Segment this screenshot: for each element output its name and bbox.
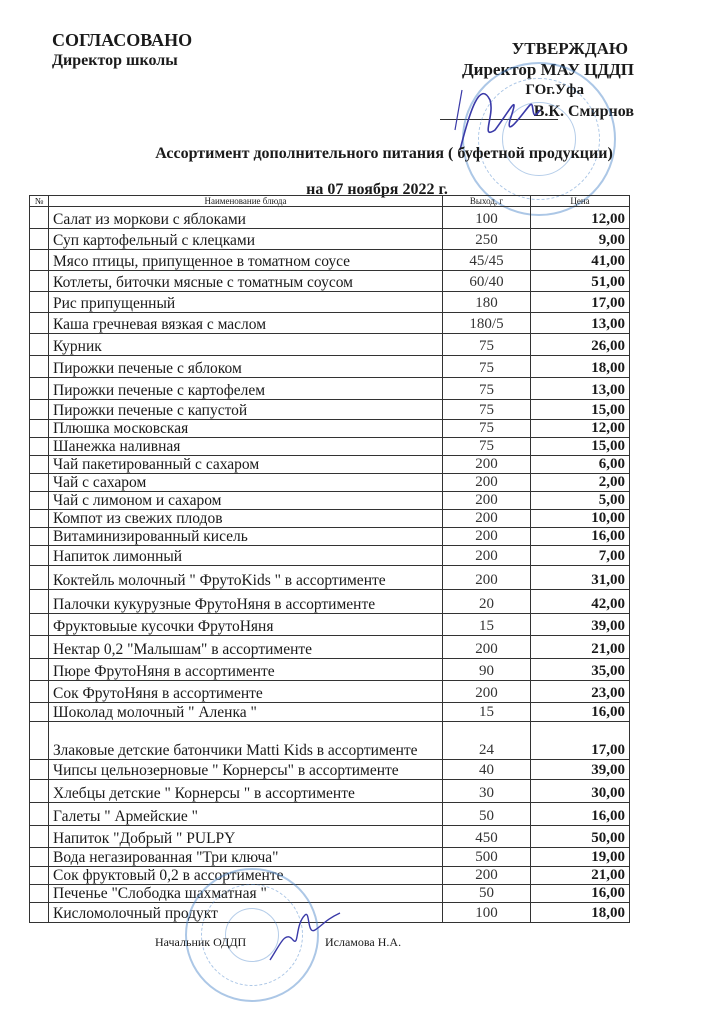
row-num [30,885,49,903]
row-name: Чай с лимоном и сахаром [49,492,443,510]
table-row [30,636,630,659]
table-row [30,271,630,292]
table-row [30,492,630,510]
table-row [30,313,630,334]
row-yield: 75 [443,400,531,420]
row-name: Суп картофельный с клецками [49,229,443,250]
row-yield: 200 [443,681,531,703]
row-name: Курник [49,334,443,356]
row-price: 2,00 [531,474,630,492]
menu-table [29,195,630,923]
row-name: Фруктовыые кусочки ФрутоНяня [49,614,443,636]
row-price: 31,00 [531,566,630,590]
table-row [30,334,630,356]
row-num [30,903,49,923]
row-price: 21,00 [531,867,630,885]
column-header-yield: Выход, г [443,196,531,207]
row-name: Пирожки печеные с капустой [49,400,443,420]
row-num [30,229,49,250]
approval-right-signatory: В.К. Смирнов [533,103,634,120]
approval-left-label: СОГЛАСОВАНО [52,30,193,50]
row-num [30,566,49,590]
row-name: Хлебцы детские " Корнерсы " в ассортименте [49,780,443,803]
row-num [30,510,49,528]
row-name: Сок фруктовый 0,2 в ассортименте [49,867,443,885]
row-price: 17,00 [531,292,630,313]
row-price: 30,00 [531,780,630,803]
table-row [30,207,630,229]
row-num [30,378,49,400]
table-row [30,510,630,528]
row-yield: 75 [443,378,531,400]
row-name: Шанежка наливная [49,438,443,456]
row-name: Мясо птицы, припущенное в томатном соусе [49,250,443,271]
row-name: Салат из моркови с яблоками [49,207,443,229]
document-title: Ассортимент дополнительного питания ( буфетной продукции) [155,145,613,162]
row-yield: 75 [443,438,531,456]
row-name: Чипсы цельнозерновые " Корнерсы" в ассортименте [49,760,443,780]
approval-left-position: Директор школы [52,52,178,69]
row-price: 5,00 [531,492,630,510]
column-header-num: № [30,196,49,207]
row-price: 21,00 [531,636,630,659]
column-header-price: Цена [531,196,630,207]
table-row [30,566,630,590]
row-price: 51,00 [531,271,630,292]
row-num [30,474,49,492]
row-num [30,492,49,510]
row-name: Сок ФрутоНяня в ассортименте [49,681,443,703]
row-num [30,760,49,780]
row-price: 12,00 [531,420,630,438]
row-price: 7,00 [531,546,630,566]
row-num [30,438,49,456]
row-name: Печенье "Слободка шахматная " [49,885,443,903]
table-header-row [30,196,630,207]
table-row [30,456,630,474]
row-name: Котлеты, биточки мясные с томатным соусом [49,271,443,292]
row-num [30,546,49,566]
row-yield: 15 [443,703,531,722]
table-row [30,614,630,636]
row-num [30,313,49,334]
row-name: Напиток лимонный [49,546,443,566]
row-price: 41,00 [531,250,630,271]
row-name: Кисломолочный продукт [49,903,443,923]
row-name: Напиток "Добрый " PULPY [49,826,443,848]
table-row [30,250,630,271]
row-price: 23,00 [531,681,630,703]
row-yield: 200 [443,456,531,474]
row-yield: 50 [443,885,531,903]
table-row [30,803,630,826]
row-yield: 75 [443,420,531,438]
row-price: 16,00 [531,803,630,826]
row-yield: 60/40 [443,271,531,292]
row-price: 42,00 [531,590,630,614]
row-price: 39,00 [531,614,630,636]
row-price: 10,00 [531,510,630,528]
row-num [30,250,49,271]
row-num [30,636,49,659]
row-yield: 450 [443,826,531,848]
row-yield: 100 [443,207,531,229]
row-num [30,681,49,703]
row-yield: 200 [443,474,531,492]
table-row [30,474,630,492]
table-row [30,420,630,438]
row-price: 16,00 [531,885,630,903]
row-num [30,826,49,848]
table-row [30,438,630,456]
table-row [30,703,630,722]
row-yield: 500 [443,848,531,867]
row-yield: 200 [443,528,531,546]
row-name: Компот из свежих плодов [49,510,443,528]
row-num [30,400,49,420]
row-price: 12,00 [531,207,630,229]
row-num [30,207,49,229]
row-num [30,271,49,292]
row-yield: 45/45 [443,250,531,271]
row-num [30,356,49,378]
row-price: 13,00 [531,378,630,400]
row-num [30,659,49,681]
table-row [30,760,630,780]
row-price: 16,00 [531,703,630,722]
row-price: 15,00 [531,438,630,456]
row-price: 16,00 [531,528,630,546]
approval-right-label: УТВЕРЖДАЮ [511,39,628,58]
row-name: Чай с сахаром [49,474,443,492]
row-yield: 30 [443,780,531,803]
table-row [30,659,630,681]
row-num [30,334,49,356]
table-row [30,681,630,703]
row-yield: 200 [443,636,531,659]
column-header-name: Наименование блюда [49,196,443,207]
table-row [30,400,630,420]
row-yield: 180/5 [443,313,531,334]
row-num [30,292,49,313]
row-yield: 50 [443,803,531,826]
row-yield: 100 [443,903,531,923]
row-num [30,867,49,885]
row-yield: 200 [443,867,531,885]
row-name: Пюре ФрутоНяня в ассортименте [49,659,443,681]
row-yield: 15 [443,614,531,636]
row-num [30,420,49,438]
row-name: Каша гречневая вязкая с маслом [49,313,443,334]
row-num [30,848,49,867]
row-num [30,614,49,636]
document-date: на 07 ноября 2022 г. [306,181,448,198]
table-row [30,528,630,546]
row-name: Галеты " Армейские " [49,803,443,826]
row-num [30,703,49,722]
row-name: Коктейль молочный " ФрутоKids " в ассортименте [49,566,443,590]
row-num [30,528,49,546]
table-row [30,867,630,885]
row-name: Пирожки печеные с яблоком [49,356,443,378]
row-num [30,590,49,614]
footer-role: Начальник ОДДП [155,935,247,949]
row-yield: 90 [443,659,531,681]
table-row [30,356,630,378]
row-yield: 200 [443,492,531,510]
row-yield: 75 [443,356,531,378]
table-row [30,722,630,760]
row-yield: 24 [443,722,531,760]
row-name: Плюшка московская [49,420,443,438]
row-name: Рис припущенный [49,292,443,313]
row-name: Шоколад молочный " Аленка " [49,703,443,722]
row-name: Витаминизированный кисель [49,528,443,546]
row-num [30,722,49,760]
row-yield: 75 [443,334,531,356]
row-price: 19,00 [531,848,630,867]
row-name: Пирожки печеные с картофелем [49,378,443,400]
row-name: Вода негазированная "Три ключа" [49,848,443,867]
row-num [30,780,49,803]
row-price: 35,00 [531,659,630,681]
row-yield: 180 [443,292,531,313]
row-yield: 40 [443,760,531,780]
footer-name: Исламова Н.А. [325,935,402,949]
table-row [30,292,630,313]
table-row [30,378,630,400]
row-num [30,803,49,826]
table-row [30,780,630,803]
row-name: Чай пакетированный с сахаром [49,456,443,474]
row-yield: 20 [443,590,531,614]
row-num [30,456,49,474]
row-name: Злаковые детские батончики Matti Kids в ассортименте [49,722,443,760]
row-price: 39,00 [531,760,630,780]
row-price: 13,00 [531,313,630,334]
row-yield: 250 [443,229,531,250]
table-row [30,848,630,867]
approval-right-position: Директор МАУ ЦДДП [461,60,634,79]
row-price: 18,00 [531,903,630,923]
row-yield: 200 [443,566,531,590]
row-price: 9,00 [531,229,630,250]
table-row [30,546,630,566]
row-name: Палочки кукурузные ФрутоНяня в ассортименте [49,590,443,614]
row-price: 18,00 [531,356,630,378]
row-price: 17,00 [531,722,630,760]
row-price: 6,00 [531,456,630,474]
row-price: 15,00 [531,400,630,420]
row-price: 50,00 [531,826,630,848]
table-row [30,885,630,903]
row-yield: 200 [443,546,531,566]
table-row [30,590,630,614]
row-name: Нектар 0,2 "Малышам" в ассортименте [49,636,443,659]
table-row [30,229,630,250]
row-yield: 200 [443,510,531,528]
table-row [30,826,630,848]
approval-right-city: ГОг.Уфа [525,82,584,98]
row-price: 26,00 [531,334,630,356]
